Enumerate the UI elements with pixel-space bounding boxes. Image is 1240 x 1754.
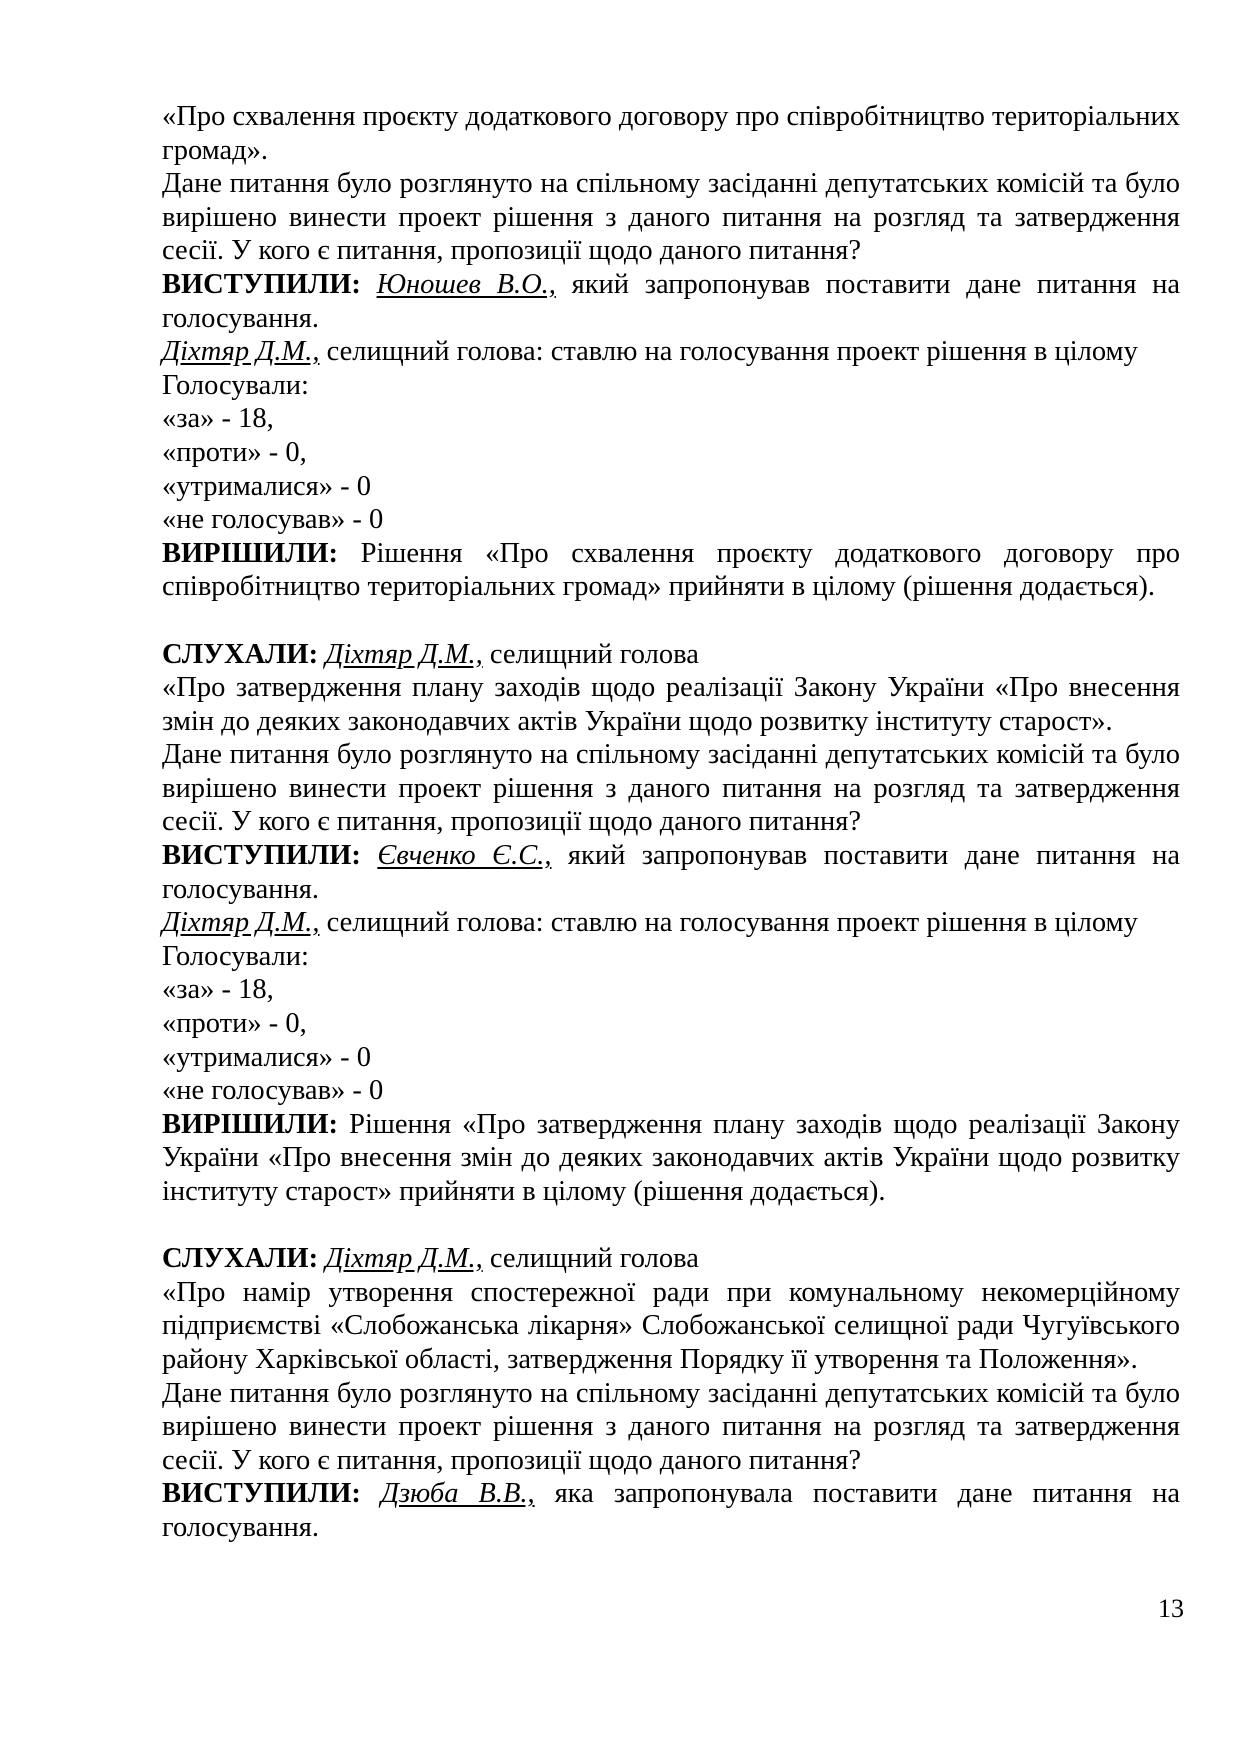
decision-paragraph: [162, 537, 1180, 604]
heard-name: Діхтяр Д.М.,: [325, 638, 483, 670]
agenda-item-title: «Про затвердження плану заходів щодо реалізації Закону України «Про внесення змін до деяких законодавчих актів України щодо розвитку інституту старост».: [162, 672, 1180, 737]
speaker-text: який запропонував поставити дане питання на голосування.: [162, 268, 1181, 334]
discussion-paragraph: Дане питання було розглянуто на спільному засіданні депутатських комісій та було вирішено винести проект рішення з даного питання на розгляд та затвердження сесії. У кого є питання, пропозиції щодо даного питання?: [162, 168, 1180, 267]
chair-text: селищний голова: ставлю на голосування проект рішення в цілому: [319, 336, 1138, 368]
speaker-paragraph: [162, 268, 1180, 335]
vote-for: «за» - 18,: [162, 974, 274, 1006]
speakers-label: ВИСТУПИЛИ:: [162, 1478, 361, 1510]
decision-label: ВИРІШИЛИ:: [162, 537, 339, 569]
speaker-name: Дзюба В.В.,: [380, 1478, 535, 1510]
speakers-label: ВИСТУПИЛИ:: [162, 268, 361, 300]
decision-paragraph: [162, 1108, 1180, 1209]
section-gap: [162, 604, 1180, 638]
voting-label: Голосували:: [162, 940, 309, 972]
heard-role: селищний голова: [482, 638, 699, 670]
chair-paragraph: [162, 906, 1180, 940]
heard-role: селищний голова: [482, 1243, 699, 1275]
agenda-item-title: «Про намір утворення спостережної ради при комунальному некомерційному підприємстві «Слобожанська лікарня» Слобожанської селищної ради Чугуївського району Харківської області, затвердження Порядку її утворення та Положення».: [162, 1276, 1180, 1375]
chair-text: селищний голова: ставлю на голосування проект рішення в цілому: [319, 907, 1138, 939]
heard-name: Діхтяр Д.М.,: [325, 1243, 483, 1275]
vote-abstained: «утрималися» - 0: [162, 470, 372, 502]
agenda-item-title: «Про схвалення проєкту додаткового договору про співробітництво територіальних громад».: [162, 101, 1180, 166]
vote-not-voted: «не голосував» - 0: [162, 1075, 384, 1107]
speaker-name: Євченко Є.С.,: [377, 840, 552, 872]
heard-paragraph: [162, 1242, 1180, 1276]
heard-label: СЛУХАЛИ:: [162, 638, 319, 670]
discussion-paragraph: Дане питання було розглянуто на спільному засіданні депутатських комісій та було вирішено винести проект рішення з даного питання на розгляд та затвердження сесії. У кого є питання, пропозиції щодо даного питання?: [162, 1377, 1180, 1476]
speaker-text: який запропонував поставити дане питання на голосування.: [162, 840, 1180, 905]
chair-name: Діхтяр Д.М.,: [162, 907, 320, 939]
vote-for: «за» - 18,: [162, 403, 274, 435]
speakers-label: ВИСТУПИЛИ:: [162, 840, 361, 872]
speaker-paragraph: [162, 839, 1180, 906]
vote-against: «проти» - 0,: [162, 436, 307, 468]
document-page: [162, 100, 1180, 1545]
vote-not-voted: «не голосував» - 0: [162, 504, 384, 536]
section-gap: [162, 1209, 1180, 1243]
discussion-paragraph: Дане питання було розглянуто на спільному засіданні депутатських комісій та було вирішено винести проект рішення з даного питання на розгляд та затвердження сесії. У кого є питання, пропозиції щодо даного питання?: [162, 739, 1180, 838]
heard-paragraph: [162, 638, 1180, 672]
decision-text: Рішення «Про схвалення проєкту додаткового договору про співробітництво територіальних громад» прийняти в цілому (рішення додається).: [162, 537, 1180, 603]
page-number: 13: [1158, 1594, 1184, 1623]
decision-text: Рішення «Про затвердження плану заходів щодо реалізації Закону України «Про внесення змін до деяких законодавчих актів України щодо розвитку інституту старост» прийняти в цілому (рішення додається).: [162, 1108, 1180, 1207]
chair-name: Діхтяр Д.М.,: [162, 336, 320, 368]
vote-abstained: «утрималися» - 0: [162, 1041, 372, 1073]
chair-paragraph: [162, 335, 1180, 369]
heard-label: СЛУХАЛИ:: [162, 1243, 319, 1275]
decision-label: ВИРІШИЛИ:: [162, 1108, 339, 1140]
speaker-paragraph: [162, 1477, 1180, 1544]
speaker-text: яка запропонувала поставити дане питання на голосування.: [162, 1478, 1180, 1543]
vote-against: «проти» - 0,: [162, 1008, 307, 1040]
voting-label: Голосували:: [162, 369, 309, 401]
speaker-name: Юношев В.О.,: [376, 268, 556, 300]
